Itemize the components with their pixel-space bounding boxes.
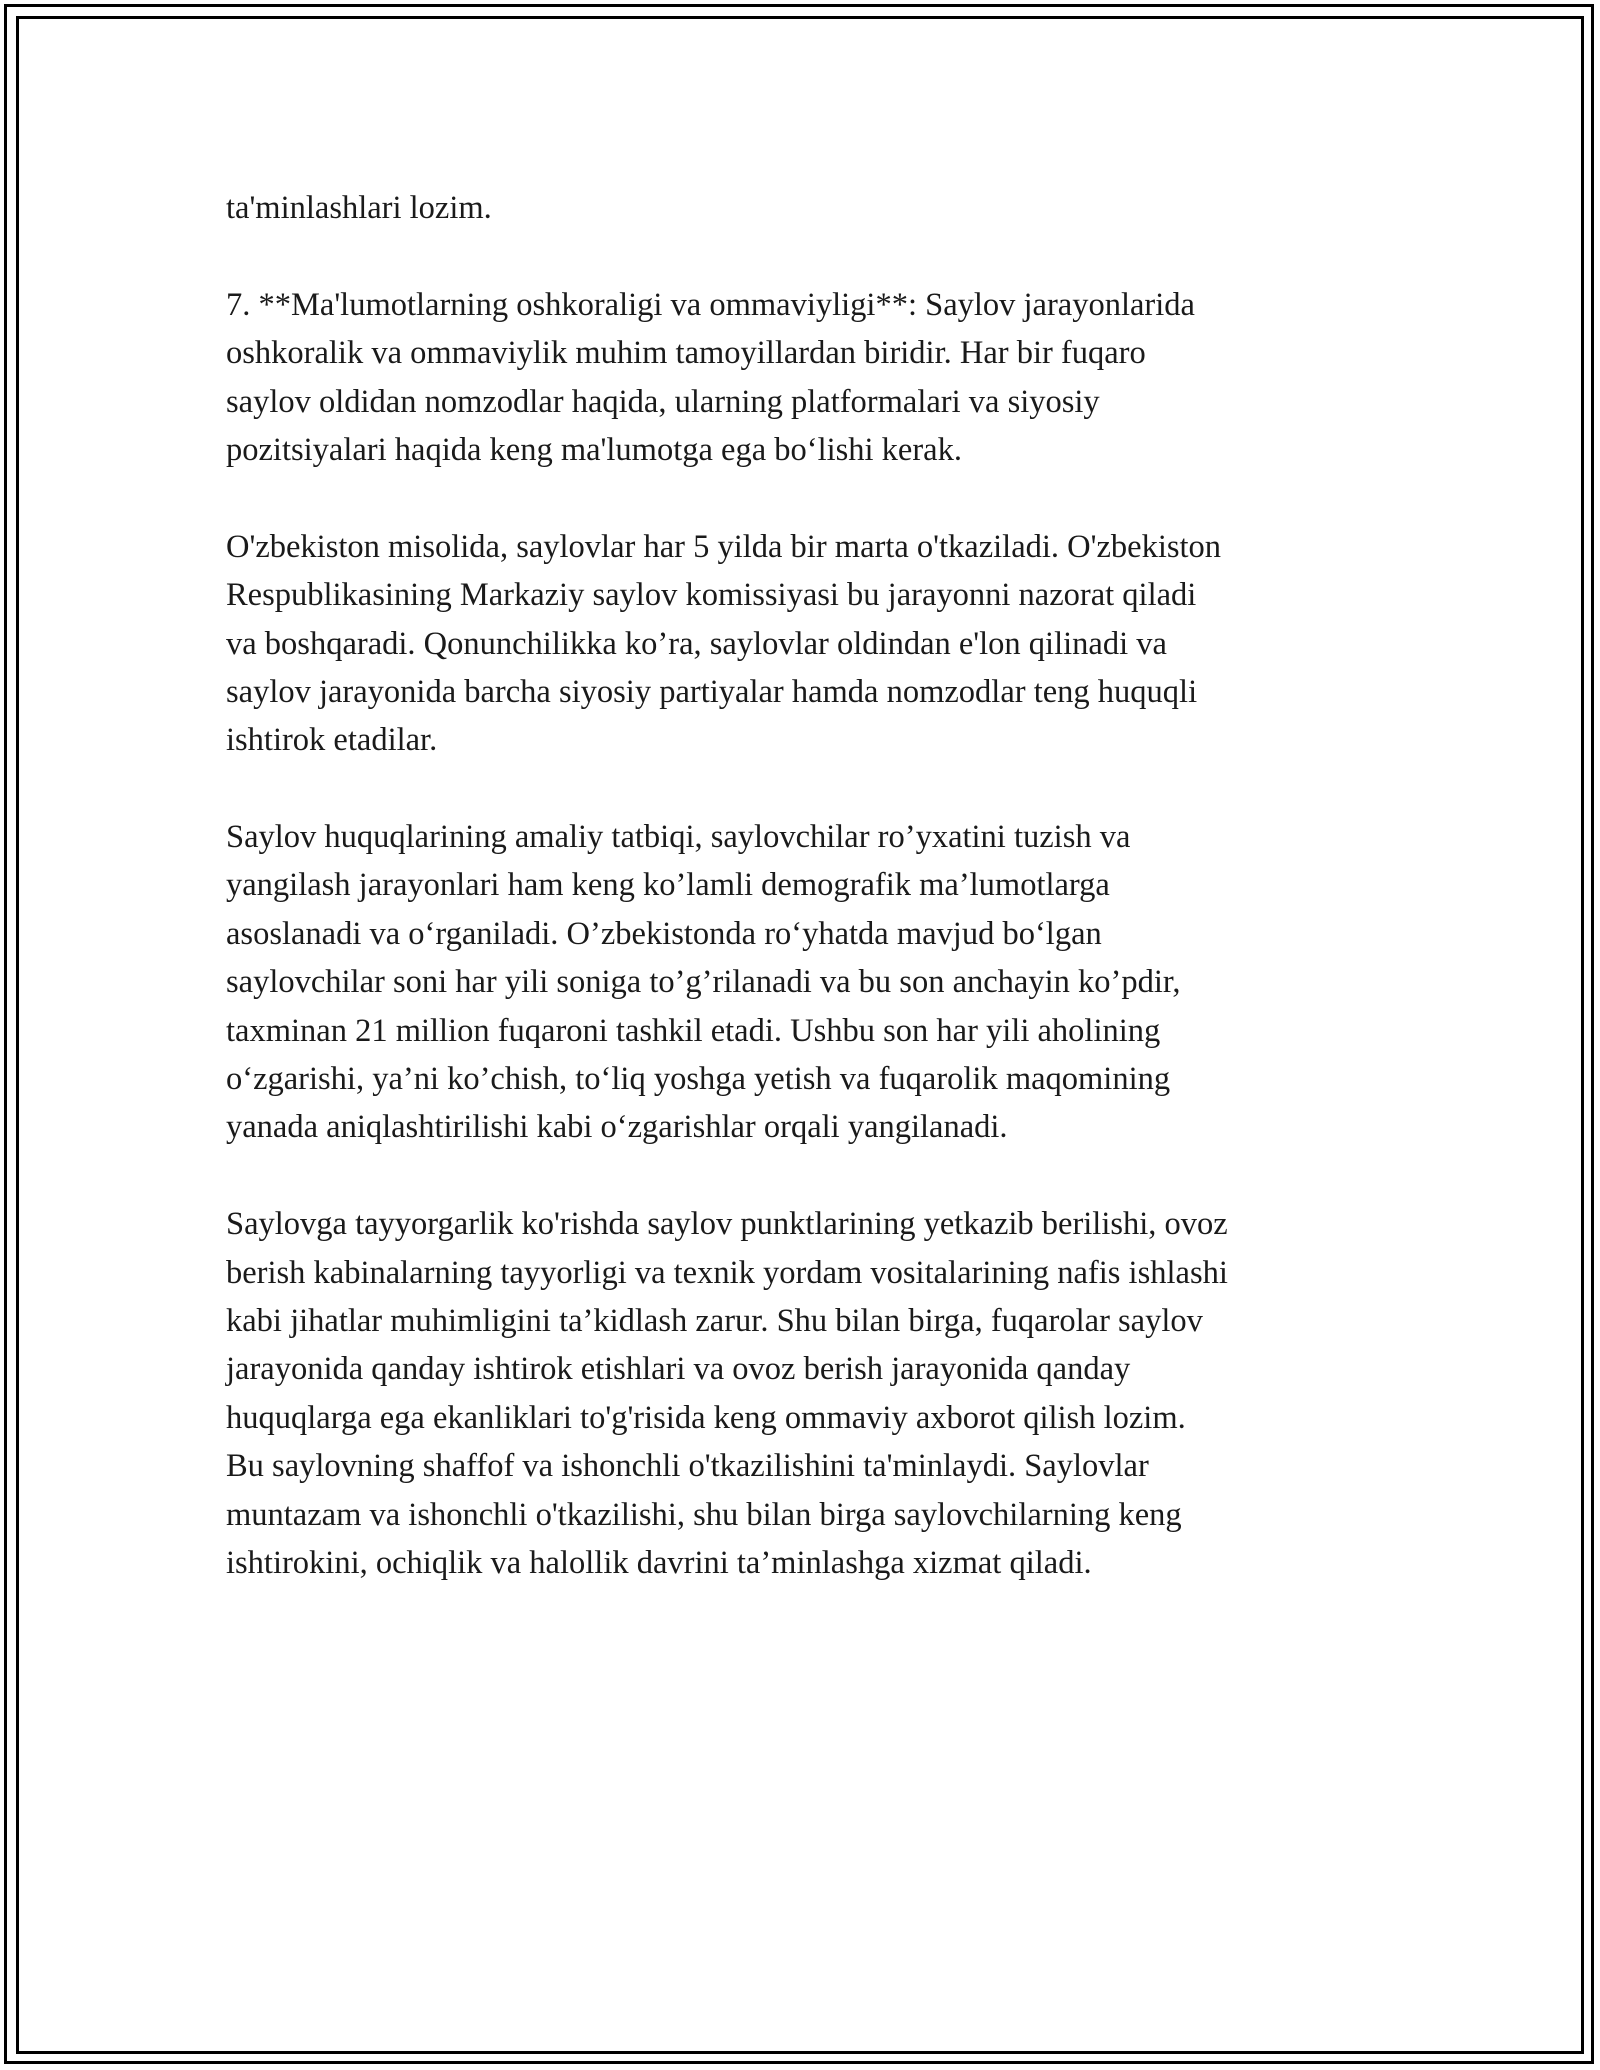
text-line: asoslanadi va o‘rganiladi. O’zbekistonda ro‘yhatda mavjud bo‘lgan: [226, 915, 1102, 952]
text-line: yangilash jarayonlari ham keng ko’lamli demografik ma’lumotlarga: [226, 867, 1110, 904]
document-body: [226, 184, 1376, 1587]
paragraph-voter-rights: [226, 813, 1376, 1152]
text-line: o‘zgarishi, ya’ni ko’chish, to‘liq yoshga yetish va fuqarolik maqomining: [226, 1061, 1171, 1098]
text-line: jarayonida qanday ishtirok etishlari va ovoz berish jarayonida qanday: [226, 1351, 1131, 1388]
text-line: pozitsiyalari haqida keng ma'lumotga ega bo‘lishi kerak.: [226, 431, 962, 468]
text-line: va boshqaradi. Qonunchilikka ko’ra, saylovlar oldindan e'lon qilinadi va: [226, 625, 1167, 662]
text-line: ishtirokini, ochiqlik va halollik davrini ta’minlashga xizmat qiladi.: [226, 1544, 1092, 1581]
text-line: ta'minlashlari lozim.: [226, 190, 492, 226]
text-line: saylov jarayonida barcha siyosiy partiyalar hamda nomzodlar teng huquqli: [226, 673, 1198, 710]
text-line: Saylov huquqlarining amaliy tatbiqi, saylovchilar ro’yxatini tuzish va: [226, 819, 1131, 856]
paragraph-election-preparation: [226, 1200, 1376, 1587]
text-line: Bu saylovning shaffof va ishonchli o'tkazilishini ta'minlaydi. Saylovlar: [226, 1448, 1149, 1485]
text-line: 7. **Ma'lumotlarning oshkoraligi va ommaviyligi**: Saylov jarayonlarida: [226, 286, 1195, 323]
text-line: muntazam va ishonchli o'tkazilishi, shu bilan birga saylovchilarning keng: [226, 1496, 1182, 1533]
text-line: oshkoralik va ommaviylik muhim tamoyillardan biridir. Har bir fuqaro: [226, 335, 1146, 372]
paragraph-gap: [226, 1152, 1376, 1200]
paragraph-gap: [226, 232, 1376, 280]
text-line: berish kabinalarning tayyorligi va texnik yordam vositalarining nafis ishlashi: [226, 1254, 1228, 1291]
paragraph-item-7-transparency: [226, 281, 1376, 475]
text-line: saylovchilar soni har yili soniga to’g’rilanadi va bu son anchayin ko’pdir,: [226, 964, 1181, 1001]
paragraph-gap: [226, 474, 1376, 522]
paragraph-continuation: [226, 184, 1376, 232]
paragraph-uzbekistan-elections: [226, 523, 1376, 765]
text-line: taxminan 21 million fuqaroni tashkil etadi. Ushbu son har yili aholining: [226, 1012, 1161, 1049]
text-line: Respublikasining Markaziy saylov komissiyasi bu jarayonni nazorat qiladi: [226, 577, 1197, 614]
text-line: Saylovga tayyorgarlik ko'rishda saylov punktlarining yetkazib berilishi, ovoz: [226, 1206, 1228, 1243]
text-line: ishtirok etadilar.: [226, 722, 438, 759]
text-line: O'zbekiston misolida, saylovlar har 5 yilda bir marta o'tkaziladi. O'zbekiston: [226, 528, 1222, 565]
paragraph-gap: [226, 765, 1376, 813]
text-line: yanada aniqlashtirilishi kabi o‘zgarishlar orqali yangilanadi.: [226, 1109, 1008, 1146]
text-line: saylov oldidan nomzodlar haqida, ularning platformalari va siyosiy: [226, 383, 1100, 420]
text-line: kabi jihatlar muhimligini ta’kidlash zarur. Shu bilan birga, fuqarolar saylov: [226, 1302, 1203, 1339]
text-line: huquqlarga ega ekanliklari to'g'risida keng ommaviy axborot qilish lozim.: [226, 1399, 1186, 1436]
